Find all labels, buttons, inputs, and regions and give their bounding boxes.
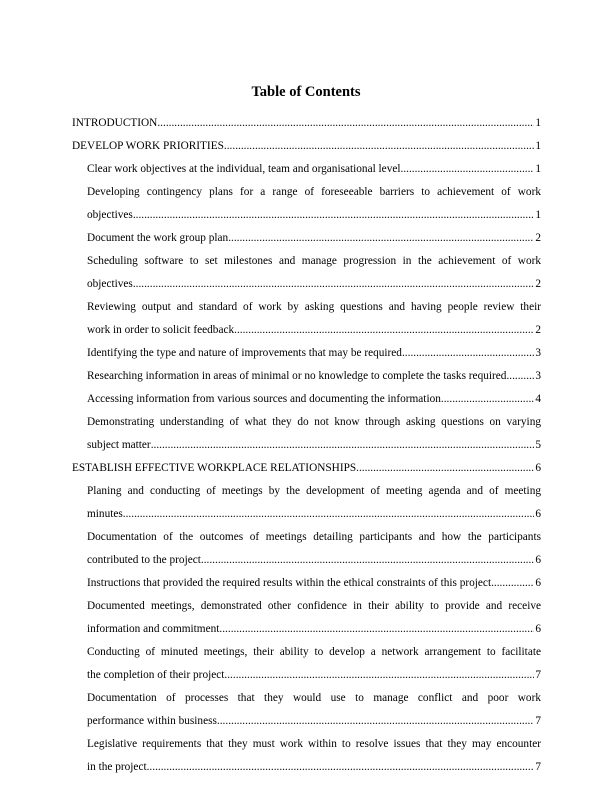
toc-subheading-entry[interactable] (72, 572, 541, 595)
toc-page-number: 6 (535, 623, 541, 635)
toc-heading-entry[interactable] (72, 112, 541, 135)
toc-dot-leader (219, 618, 534, 641)
toc-subheading-entry[interactable] (72, 411, 541, 457)
toc-entry-text: Documented meetings, demonstrated other confidence in their ability to provide and receive (87, 600, 541, 612)
toc-dot-leader (123, 503, 535, 526)
toc-entry-text: Accessing information from various sources and documenting the information (87, 393, 441, 405)
toc-page-number: 1 (535, 209, 541, 221)
toc-entry-text: Planing and conducting of meetings by the development of meeting agenda and of meeting (87, 485, 541, 497)
toc-dot-leader (201, 549, 534, 572)
toc-dot-leader (402, 342, 534, 365)
toc-dot-leader (224, 664, 534, 687)
toc-entry-text: Documentation of the outcomes of meetings detailing participants and how the participants (87, 531, 541, 543)
toc-entry-text: Scheduling software to set milestones and manage progression in the achievement of work (87, 255, 541, 267)
toc-entry-text: Documentation of processes that they would use to manage conflict and poor work (87, 692, 541, 704)
toc-page-number: 2 (535, 278, 541, 290)
toc-entry-text: DEVELOP WORK PRIORITIES (72, 140, 224, 152)
toc-entry-text: subject matter (87, 439, 151, 451)
toc-page-number: 6 (535, 462, 541, 474)
toc-entry-text: performance within business (87, 715, 217, 727)
toc-entry-text: contributed to the project (87, 554, 201, 566)
toc-dot-leader (151, 434, 535, 457)
toc-list (72, 112, 541, 779)
toc-entry-text: Legislative requirements that they must work within to resolve issues that they may encounter (87, 738, 541, 750)
toc-subheading-entry[interactable] (72, 181, 541, 227)
toc-page-number: 6 (535, 554, 541, 566)
toc-subheading-entry[interactable] (72, 227, 541, 250)
toc-subheading-entry[interactable] (72, 641, 541, 687)
toc-subheading-entry[interactable] (72, 733, 541, 779)
toc-page-number: 6 (535, 508, 541, 520)
toc-dot-leader (157, 112, 534, 135)
toc-page-number: 3 (535, 347, 541, 359)
toc-dot-leader (234, 319, 534, 342)
toc-entry-text: Demonstrating understanding of what they do not know through asking questions on varying (87, 416, 541, 428)
toc-subheading-entry[interactable] (72, 365, 541, 388)
toc-dot-leader (401, 158, 535, 181)
toc-subheading-entry[interactable] (72, 250, 541, 296)
toc-page-number: 1 (535, 117, 541, 129)
toc-entry-text: ESTABLISH EFFECTIVE WORKPLACE RELATIONSHIPS (72, 462, 357, 474)
toc-subheading-entry[interactable] (72, 342, 541, 365)
toc-dot-leader (494, 572, 534, 595)
toc-subheading-entry[interactable] (72, 296, 541, 342)
toc-page-number: 7 (535, 761, 541, 773)
toc-entry-text: in the project (87, 761, 147, 773)
toc-dot-leader (228, 227, 534, 250)
toc-page-number: 6 (535, 577, 541, 589)
toc-dot-leader (217, 710, 534, 733)
toc-subheading-entry[interactable] (72, 526, 541, 572)
toc-subheading-entry[interactable] (72, 388, 541, 411)
toc-dot-leader (147, 756, 535, 779)
toc-subheading-entry[interactable] (72, 595, 541, 641)
toc-page-number: 2 (535, 232, 541, 244)
toc-heading-entry[interactable] (72, 135, 541, 158)
toc-dot-leader (441, 388, 534, 411)
toc-heading-entry[interactable] (72, 457, 541, 480)
toc-entry-text: minutes (87, 508, 123, 520)
toc-entry-text: Clear work objectives at the individual, team and organisational level (87, 163, 401, 175)
toc-dot-leader (356, 457, 534, 480)
toc-entry-text: work in order to solicit feedback (87, 324, 235, 336)
toc-page-number: 1 (535, 140, 541, 152)
toc-subheading-entry[interactable] (72, 158, 541, 181)
toc-dot-leader (224, 135, 534, 158)
toc-dot-leader (133, 204, 535, 227)
toc-entry-text: Instructions that provided the required results within the ethical constraints of this project. (87, 577, 494, 589)
toc-entry-text: Document the work group plan (87, 232, 229, 244)
toc-page-number: 2 (535, 324, 541, 336)
toc-page-number: 1 (535, 163, 541, 175)
toc-page-number: 7 (535, 669, 541, 681)
toc-entry-text: information and commitment (87, 623, 220, 635)
toc-entry-text: INTRODUCTION (72, 117, 158, 129)
toc-page-number: 4 (535, 393, 541, 405)
toc-title: Table of Contents (251, 84, 361, 100)
toc-page-number: 7 (535, 715, 541, 727)
toc-entry-text: Reviewing output and standard of work by asking questions and having people review their (87, 301, 541, 313)
toc-dot-leader (133, 273, 535, 296)
toc-entry-text: objectives (87, 209, 133, 221)
toc-entry-text: Researching information in areas of minimal or no knowledge to complete the tasks required (87, 370, 507, 382)
toc-subheading-entry[interactable] (72, 480, 541, 526)
toc-entry-text: Developing contingency plans for a range of foreseeable barriers to achievement of work (87, 186, 541, 198)
toc-page-number: 5 (535, 439, 541, 451)
toc-entry-text: objectives (87, 278, 133, 290)
toc-subheading-entry[interactable] (72, 687, 541, 733)
toc-entry-text: Identifying the type and nature of improvements that may be required (87, 347, 402, 359)
toc-entry-text: Conducting of minuted meetings, their ability to develop a network arrangement to facilitate (87, 646, 541, 658)
toc-dot-leader (506, 365, 534, 388)
toc-page-number: 3 (535, 370, 541, 382)
toc-entry-text: the completion of their project (87, 669, 225, 681)
